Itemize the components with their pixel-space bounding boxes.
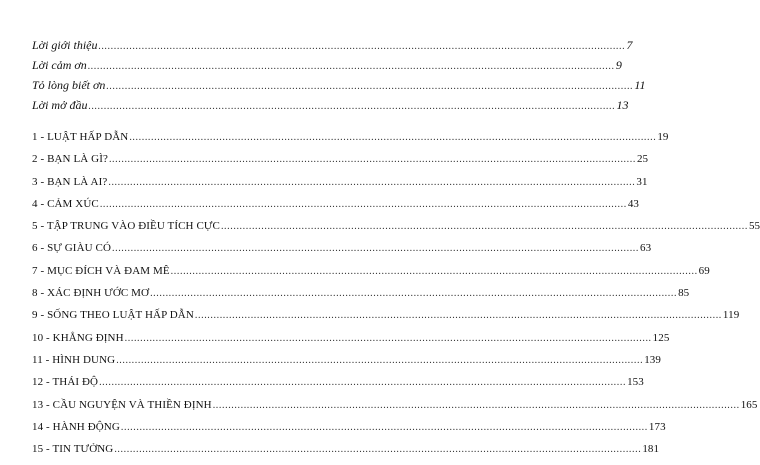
toc-entry-title: 6 - SỰ GIÀU CÓ <box>32 242 111 255</box>
toc-front-matter <box>32 38 646 118</box>
dot-leader <box>171 266 698 277</box>
toc-entry-title: 2 - BẠN LÀ GÌ? <box>32 153 108 166</box>
toc-entry-title: 11 - HÌNH DUNG <box>32 353 116 366</box>
toc-entry[interactable] <box>32 264 710 287</box>
dot-leader <box>112 243 639 254</box>
toc-entry-title: 15 - TIN TƯỞNG <box>32 443 114 456</box>
toc-entry-page: 119 <box>722 309 740 322</box>
dot-leader <box>98 41 625 52</box>
toc-entry-title: 1 - LUẬT HẤP DẪN <box>32 131 129 143</box>
toc-entry[interactable] <box>32 131 669 153</box>
toc-entry-title: Tỏ lòng biết ơn <box>32 78 106 92</box>
toc-entry-title: 4 - CẢM XÚC <box>32 197 99 210</box>
toc-entry-page: 55 <box>748 220 760 233</box>
toc-entry-page: 9 <box>615 58 622 72</box>
toc-entry-title: 12 - THÁI ĐỘ <box>32 376 99 389</box>
toc-entry-page: 7 <box>626 38 633 52</box>
toc-entry-page: 25 <box>636 153 649 166</box>
toc-entry[interactable] <box>32 197 640 220</box>
toc-entry-page: 173 <box>648 420 666 433</box>
dot-leader <box>88 101 615 112</box>
dot-leader <box>100 199 627 210</box>
dot-leader <box>108 177 635 188</box>
dot-leader <box>195 310 722 321</box>
toc-entry[interactable] <box>32 38 633 58</box>
toc-entry-page: 69 <box>698 264 710 277</box>
toc-entry-title: 14 - HÀNH ĐỘNG <box>32 420 120 433</box>
toc-entry-page: 43 <box>627 197 640 210</box>
toc-entry-page: 63 <box>640 242 652 255</box>
toc-entry-title: Lời giới thiệu <box>32 38 98 52</box>
toc-entry[interactable] <box>32 153 649 175</box>
toc-entry-title: 5 - TẬP TRUNG VÀO ĐIỀU TÍCH CỰC <box>32 220 220 233</box>
dot-leader <box>106 81 633 92</box>
toc-entry[interactable] <box>32 420 666 443</box>
dot-leader <box>150 288 677 299</box>
toc-entry-page: 11 <box>634 78 646 92</box>
toc-entry-title: 13 - CẦU NGUYỆN VÀ THIỀN ĐỊNH <box>32 398 212 411</box>
dot-leader <box>221 221 748 232</box>
dot-leader <box>213 400 740 411</box>
toc-entry[interactable] <box>32 443 660 465</box>
toc-entry[interactable] <box>32 98 629 118</box>
dot-leader <box>88 61 615 72</box>
toc-chapters <box>32 131 760 465</box>
dot-leader <box>116 355 643 366</box>
toc-entry[interactable] <box>32 331 670 354</box>
dot-leader <box>109 154 636 165</box>
dot-leader <box>129 132 656 143</box>
toc-entry[interactable] <box>32 78 646 98</box>
toc-entry-title: Lời cảm ơn <box>32 58 87 72</box>
toc-entry-title: 7 - MỤC ĐÍCH VÀ ĐAM MÊ <box>32 264 170 277</box>
toc-entry[interactable] <box>32 58 622 78</box>
toc-entry-title: Lời mở đầu <box>32 98 88 112</box>
toc-entry-title: 9 - SỐNG THEO LUẬT HẤP DẪN <box>32 309 194 322</box>
toc-entry-page: 19 <box>657 131 669 143</box>
toc-entry-page: 85 <box>678 287 690 300</box>
toc-entry-page: 165 <box>740 398 758 411</box>
toc-entry[interactable] <box>32 175 648 198</box>
dot-leader <box>125 333 652 344</box>
dot-leader <box>121 422 648 433</box>
toc-entry-page: 153 <box>627 376 644 389</box>
toc-entry[interactable] <box>32 309 740 331</box>
toc-entry-page: 125 <box>652 331 670 344</box>
toc-entry[interactable] <box>32 220 760 242</box>
toc-entry-page: 181 <box>642 443 660 456</box>
toc-entry-page: 31 <box>636 175 648 188</box>
dot-leader <box>114 444 641 455</box>
toc-entry[interactable] <box>32 287 690 309</box>
dot-leader <box>99 377 626 388</box>
toc-entry[interactable] <box>32 242 652 264</box>
toc-entry[interactable] <box>32 353 661 376</box>
toc-entry[interactable] <box>32 398 758 421</box>
toc-entry-title: 3 - BẠN LÀ AI? <box>32 175 108 188</box>
toc-entry[interactable] <box>32 376 644 398</box>
toc-entry-page: 13 <box>616 98 629 112</box>
toc-entry-title: 8 - XÁC ĐỊNH ƯỚC MƠ <box>32 287 150 300</box>
toc-entry-title: 10 - KHẲNG ĐỊNH <box>32 331 124 344</box>
toc-entry-page: 139 <box>644 353 661 366</box>
